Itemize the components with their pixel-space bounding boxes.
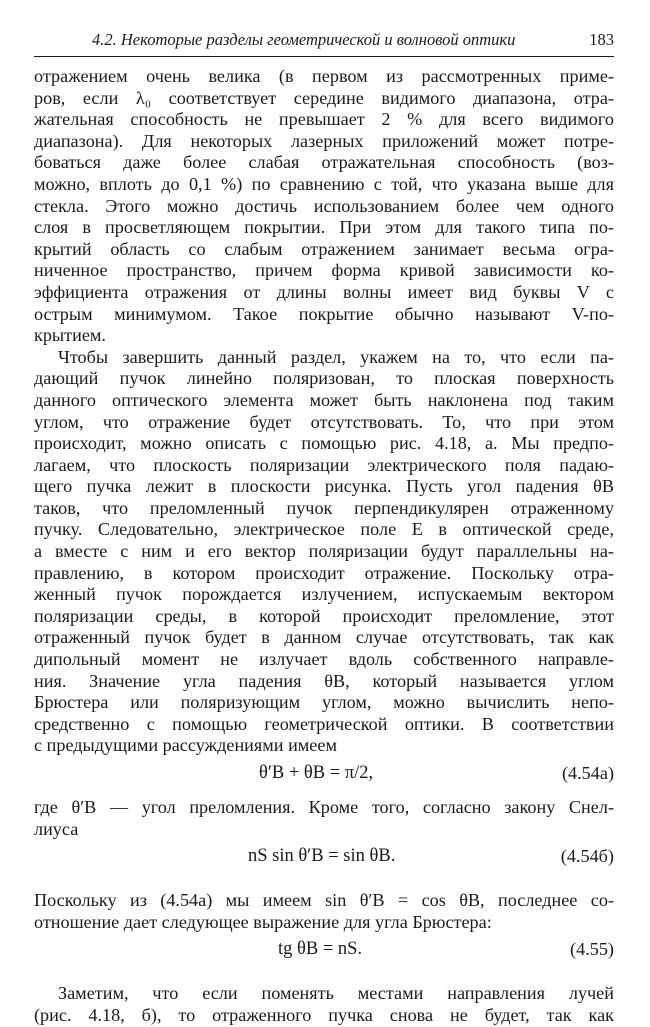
text-line: стекла. Этого можно достичь использованием более чем одного xyxy=(34,195,614,216)
text-line: где θ′B — угол преломления. Кроме того, согласно закону Снел- xyxy=(34,797,614,817)
text-line: лиуса xyxy=(34,818,79,839)
text-line: отраженный пучок будет в данном случае отсутствовать, так как xyxy=(34,627,614,648)
paragraph-4 xyxy=(34,890,614,933)
text-line: дающий пучок линейно поляризован, то плоская поверхность xyxy=(34,368,614,389)
text-line: (рис. 4.18, б), то отраженного пучка снова не будет, так как xyxy=(34,1004,614,1025)
text-line: эффициента отражения от длины волны имеет вид буквы V с xyxy=(34,281,614,302)
text-line: а вместе с ним и его вектор поляризации будут параллельны на- xyxy=(34,541,614,562)
text-line: женный пучок порождается излучением, испускаемым вектором xyxy=(34,584,614,605)
page-number: 183 xyxy=(589,30,614,49)
text-line: средственно с помощью геометрической оптики. В соответствии xyxy=(34,713,614,734)
text-line: можно, вплоть до 0,1 %) по сравнению с той, что указана выше для xyxy=(34,173,614,194)
page-body xyxy=(34,66,614,1027)
text-line: дипольный момент не излучает вдоль собственного направле- xyxy=(34,649,614,670)
section-title: 4.2. Некоторые разделы геометрической и волновой оптики xyxy=(92,30,516,49)
equation-number: (4.55) xyxy=(570,939,614,960)
text-line: Брюстера или поляризующим углом, можно вычислить непо- xyxy=(34,692,614,713)
paragraph-2 xyxy=(34,347,614,757)
equation-formula: nS sin θ′B = sin θB. xyxy=(248,846,396,867)
text-line: таков, что преломленный пучок перпендикулярен отраженному xyxy=(34,497,614,518)
paragraph-1 xyxy=(34,66,614,347)
text-line: острым минимумом. Такое покрытие обычно называют V-по- xyxy=(34,303,614,324)
text-line: отношение дает следующее выражение для угла Брюстера: xyxy=(34,911,492,932)
equation-number: (4.54а) xyxy=(561,763,614,783)
text-line: ров, если λ₀ соответствует середине видимого диапазона, отра- xyxy=(34,87,614,108)
header-rule xyxy=(34,56,614,57)
text-line: диапазона). Для некоторых лазерных приложений может потре- xyxy=(34,130,614,151)
equation-number: (4.54б) xyxy=(560,846,614,867)
running-header xyxy=(34,30,614,52)
text-line: крытий область со слабым отражением занимает весьма огра- xyxy=(34,238,614,259)
text-line: поляризации среды, в которой происходит преломление, этот xyxy=(34,605,614,626)
book-page xyxy=(34,0,614,1025)
text-line: ниченное пространство, причем форма кривой зависимости ко- xyxy=(34,260,614,281)
text-line: данного оптического элемента может быть наклонена под таким xyxy=(34,389,614,410)
paragraph-3 xyxy=(34,797,614,840)
text-line: боваться даже более слабая отражательная способность (воз- xyxy=(34,152,614,173)
equation-4-55 xyxy=(34,933,614,973)
equation-formula: θ′B + θB = π/2, xyxy=(259,763,374,783)
text-line: происходит, можно описать с помощью рис. 4.18, а. Мы предпо- xyxy=(34,433,614,454)
text-line: углом, что отражение будет отсутствовать. То, что при этом xyxy=(34,411,614,432)
text-line: щего пучка лежит в плоскости рисунка. Пусть угол падения θB xyxy=(34,476,614,497)
text-line: крытием. xyxy=(34,325,106,346)
text-line: Заметим, что если поменять местами направления лучей xyxy=(58,983,614,1004)
text-line: правлению, в котором происходит отражение. Поскольку отра- xyxy=(34,562,614,583)
text-line: слоя в просветляющем покрытии. При этом для такого типа по- xyxy=(34,217,614,238)
text-line: с предыдущими рассуждениями имеем xyxy=(34,735,337,756)
text-line: отражением очень велика (в первом из рассмотренных приме- xyxy=(34,66,614,86)
text-line: ния. Значение угла падения θB, который называется углом xyxy=(34,670,614,691)
equation-4-54a xyxy=(34,757,614,797)
text-line: Чтобы завершить данный раздел, укажем на то, что если па- xyxy=(58,346,614,367)
text-line: лагаем, что плоскость поляризации электрического поля падаю- xyxy=(34,454,614,475)
text-line: жательная способность не превышает 2 % для всего видимого xyxy=(34,109,614,130)
text-line: пучку. Следовательно, электрическое поле E в оптической среде, xyxy=(34,519,614,540)
equation-formula: tg θB = nS. xyxy=(278,939,363,960)
text-line: Поскольку из (4.54а) мы имеем sin θ′B = cos θB, последнее со- xyxy=(34,890,614,911)
equation-4-54b xyxy=(34,840,614,880)
paragraph-5 xyxy=(34,983,614,1026)
